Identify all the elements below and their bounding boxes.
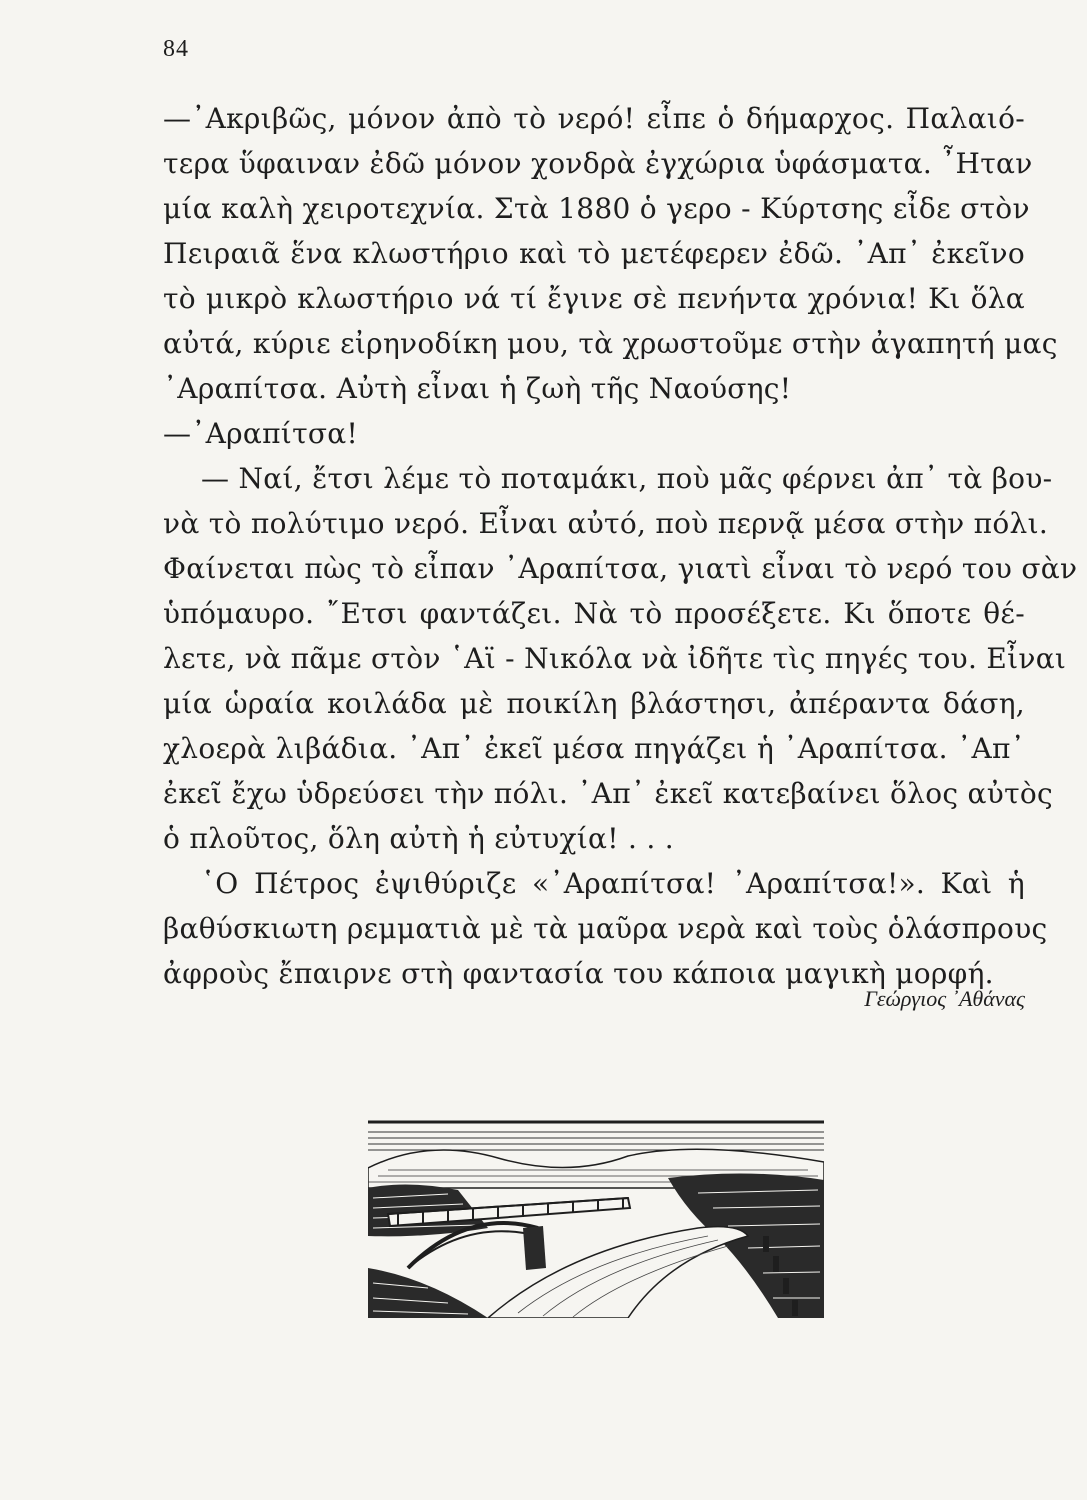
text-line: βαθύσκιωτη ρεμματιὰ μὲ τὰ μαῦρα νερὰ καὶ τοὺς ὁλάσπρους <box>163 912 1048 945</box>
text-line: Φαίνεται πὼς τὸ εἶπαν ᾿Αραπίτσα, γιατὶ εἶναι τὸ νερό του σὰν <box>163 552 1078 585</box>
text-line: ὑπόμαυρο. ῎Ετσι φαντάζει. Νὰ τὸ προσέξετε. Κι ὅποτε θέ- <box>163 597 1025 630</box>
bridge-pier <box>523 1226 546 1270</box>
sky-hatching <box>368 1132 824 1150</box>
text-line: —᾿Αραπίτσα! <box>163 417 359 450</box>
text-line: λετε, νὰ πᾶμε στὸν ῾Αϊ - Νικόλα νὰ ἰδῆτε τὶς πηγές του. Εἶναι <box>163 642 1067 675</box>
text-line: ἐκεῖ ἔχω ὑδρεύσει τὴν πόλι. ᾿Απ᾿ ἐκεῖ κατεβαίνει ὅλος αὐτὸς <box>163 777 1053 810</box>
text-line: Πειραιᾶ ἕνα κλωστήριο καὶ τὸ μετέφερεν ἐδῶ. ᾿Απ᾿ ἐκεῖνο <box>163 237 1025 270</box>
body-text <box>163 96 1078 996</box>
text-line: ῾Ο Πέτρος ἐψιθύριζε «᾿Αραπίτσα! ᾿Αραπίτσα!». Καὶ ἡ <box>201 867 1025 900</box>
foreground-bank <box>368 1268 488 1318</box>
text-line: νὰ τὸ πολύτιμο νερό. Εἶναι αὐτό, ποὺ περνᾷ μέσα στὴν πόλι. <box>163 507 1049 540</box>
text-line: —᾿Ακριβῶς, μόνον ἀπὸ τὸ νερό! εἶπε ὁ δήμαρχος. Παλαιό- <box>163 102 1025 135</box>
text-line: μία ὡραία κοιλάδα μὲ ποικίλη βλάστησι, ἀπέραντα δάση, <box>163 687 1025 720</box>
text-line: ᾿Αραπίτσα. Αὐτὴ εἶναι ἡ ζωὴ τῆς Ναούσης! <box>163 372 792 405</box>
text-line: τὸ μικρὸ κλωστήριο νά τί ἔγινε σὲ πενήντα χρόνια! Κι ὅλα <box>163 282 1025 315</box>
text-line: ἀφροὺς ἔπαιρνε στὴ φαντασία του κάποια μαγικὴ μορφή. <box>163 957 994 990</box>
text-line: τερα ὕφαιναν ἐδῶ μόνον χονδρὰ ἐγχώρια ὑφάσματα. ῏Ηταν <box>163 147 1033 180</box>
text-line: χλοερὰ λιβάδια. ᾿Απ᾿ ἐκεῖ μέσα πηγάζει ἡ ᾿Αραπίτσα. ᾿Απ᾿ <box>163 732 1025 765</box>
bridge-illustration <box>368 1118 824 1318</box>
text-line: — Ναί, ἔτσι λέμε τὸ ποταμάκι, ποὺ μᾶς φέρνει ἀπ᾿ τὰ βου- <box>201 462 1053 495</box>
text-line: ὁ πλοῦτος, ὅλη αὐτὴ ἡ εὐτυχία! . . . <box>163 822 675 855</box>
text-line: αὐτά, κύριε εἰρηνοδίκη μου, τὰ χρωστοῦμε στὴν ἀγαπητή μας <box>163 327 1058 360</box>
text-line: μία καλὴ χειροτεχνία. Στὰ 1880 ὁ γερο - Κύρτσης εἶδε στὸν <box>163 192 1030 225</box>
author-signature: Γεώργιος ᾿Αθάνας <box>864 986 1025 1011</box>
page-number: 84 <box>163 36 189 62</box>
bridge-engraving <box>368 1118 824 1318</box>
